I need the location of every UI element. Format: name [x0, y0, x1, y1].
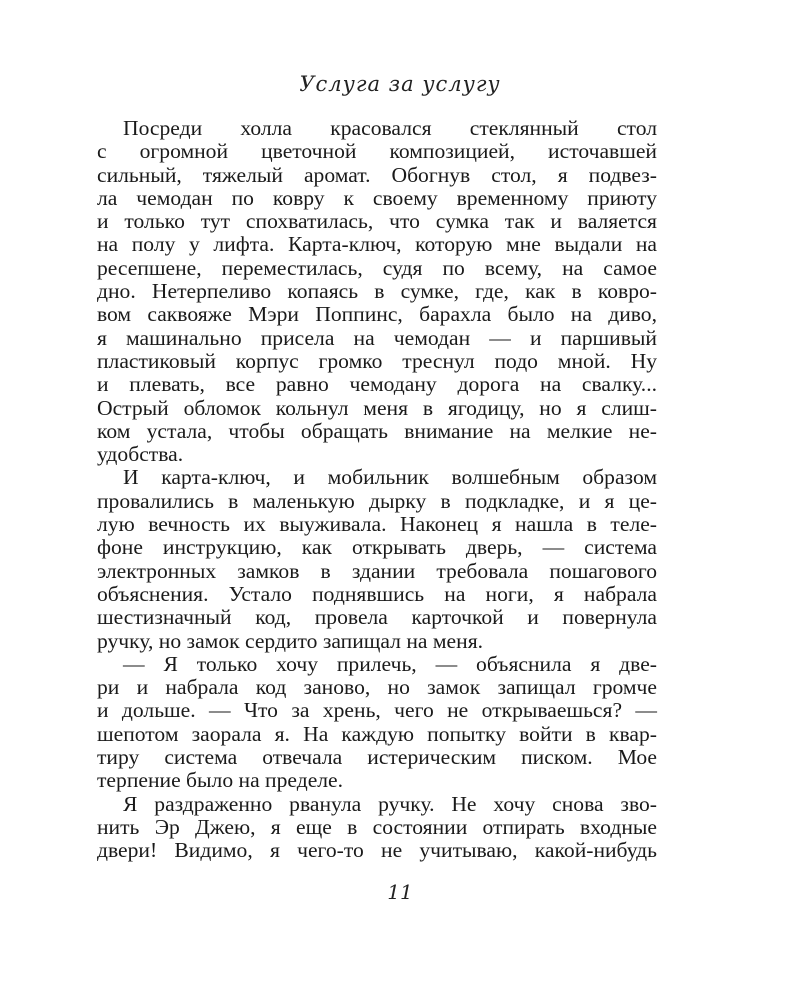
text-line: шестизначный код, провела карточкой и повернула: [97, 605, 657, 630]
text-line: И карта-ключ, и мобильник волшебным образом: [123, 465, 657, 490]
paragraph: [97, 793, 657, 863]
text-line: нить Эр Джею, я еще в состоянии отпирать входные: [97, 814, 657, 839]
running-head: Услуга за услугу: [299, 72, 501, 96]
paragraph: [97, 466, 657, 652]
text-line: — Я только хочу прилечь, — объяснила я две-: [123, 651, 657, 676]
text-line: я машинально присела на чемодан — и паршивый: [97, 325, 657, 350]
text-line: ком устала, чтобы обращать внимание на мелкие не-: [97, 418, 657, 443]
text-line: объяснения. Устало поднявшись на ноги, я набрала: [97, 581, 657, 606]
text-line: Посреди холла красовался стеклянный стол: [123, 116, 657, 140]
text-line: ла чемодан по ковру к своему временному приюту: [97, 185, 657, 210]
text-line: на полу у лифта. Карта-ключ, которую мне выдали на: [97, 232, 657, 257]
text-line: шепотом заорала я. На каждую попытку войти в квар-: [97, 721, 657, 746]
text-line: Острый обломок кольнул меня в ягодицу, но я слиш-: [97, 395, 657, 420]
text-line: провалились в маленькую дырку в подкладке, и я це-: [97, 488, 657, 513]
text-line: ручку, но замок сердито запищал на меня.: [97, 628, 484, 653]
text-line: сильный, тяжелый аромат. Обогнув стол, я подвез-: [97, 162, 657, 187]
text-line: ри и набрала код заново, но замок запищал громче: [97, 675, 657, 700]
text-line: с огромной цветочной композицией, источавшей: [97, 139, 657, 164]
text-line: ресепшене, переместилась, судя по всему, на самое: [97, 255, 657, 280]
text-line: дно. Нетерпеливо копаясь в сумке, где, как в ковро-: [97, 279, 657, 304]
paragraph: [97, 117, 657, 466]
text-line: и дольше. — Что за хрень, чего не открываешься? —: [97, 698, 657, 723]
body-text: [97, 117, 657, 863]
text-line: Я раздраженно рванула ручку. Не хочу снова зво-: [123, 791, 657, 816]
text-line: терпение было на пределе.: [97, 768, 344, 793]
text-line: и только тут спохватилась, что сумка так и валяется: [97, 209, 657, 234]
text-line: двери! Видимо, я чего-то не учитываю, какой-нибудь: [97, 838, 657, 863]
text-line: фоне инструкцию, как открывать дверь, — система: [97, 535, 657, 560]
text-line: пластиковый корпус громко треснул подо мной. Ну: [97, 348, 657, 373]
page-number: 11: [387, 880, 413, 904]
text-line: тиру система отвечала истерическим писком. Мое: [97, 745, 657, 770]
paragraph: [97, 653, 657, 793]
text-line: лую вечность их выуживала. Наконец я нашла в теле-: [97, 512, 657, 537]
text-line: вом саквояже Мэри Поппинс, барахла было на диво,: [97, 302, 657, 327]
text-line: и плевать, все равно чемодану дорога на свалку...: [97, 372, 657, 397]
text-line: удобства.: [97, 442, 184, 467]
text-line: электронных замков в здании требовала пошагового: [97, 558, 657, 583]
